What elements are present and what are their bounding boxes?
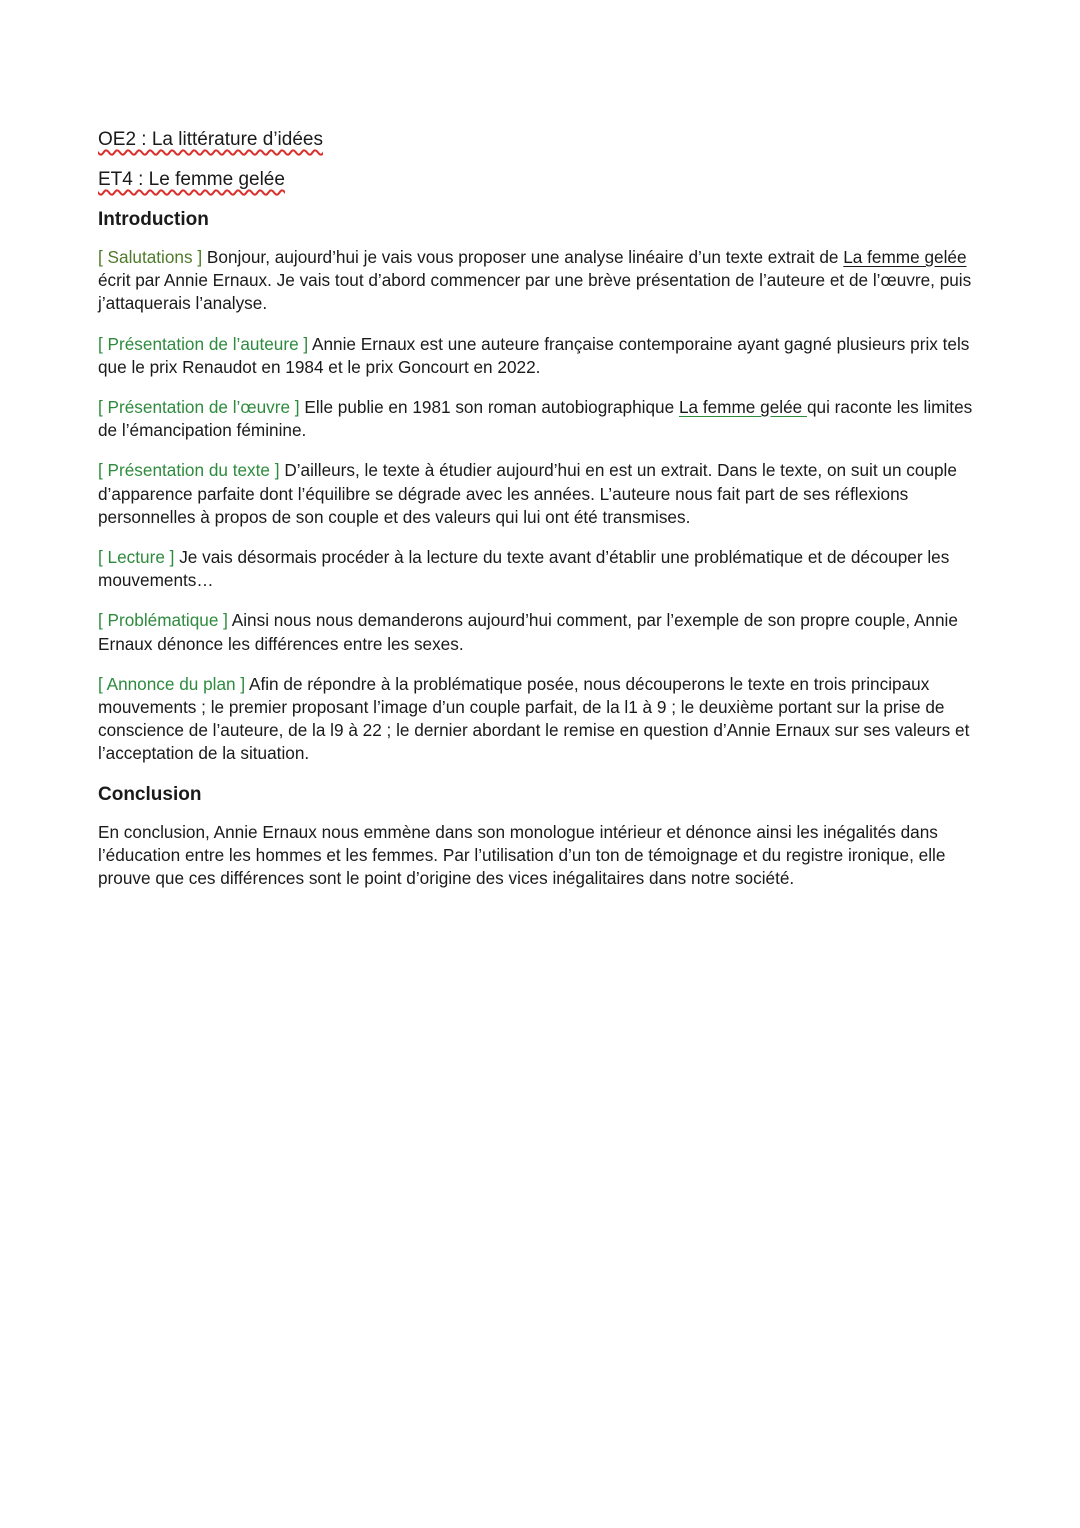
tag-salutations: [ Salutations ] <box>98 247 203 267</box>
etude-heading: ET4 : Le femme gelée <box>98 169 285 190</box>
paragraph-presentation-texte: [ Présentation du texte ] D’ailleurs, le texte à étudier aujourd’hui en est un extrait. Dans le texte, on suit un couple d’apparence parfaite dont l’équilibre se dégrade avec les années. L’auteure nous fait part de ses réflexions personnelles à propos de son couple et des valeurs qui lui ont été transmises. <box>98 460 957 527</box>
tag-presentation-auteure: [ Présentation de l’auteure ] <box>98 333 309 354</box>
paragraph-presentation-oeuvre: [ Présentation de l’œuvre ] Elle publie en 1981 son roman autobiographique La femme gelée qui raconte les limites de l’émancipation féminine. <box>98 397 973 441</box>
tag-problematique: [ Problématique ] <box>98 610 228 631</box>
paragraph-annonce-plan: [ Annonce du plan ] Afin de répondre à la problématique posée, nous découperons le texte en trois principaux mouvements ; le premier proposant l’image d’un couple parfait, de la l1 à 9 ; le deuxième portant sur la prise de conscience de l’auteure, de la l9 à 22 ; le dernier abordant le remise en question d’Annie Ernaux sur ses valeurs et l’acceptation de la situation. <box>98 673 970 764</box>
book-title: La femme gelée <box>843 247 967 267</box>
objet-etude-heading: OE2 : La littérature d’idées <box>98 129 323 150</box>
introduction-title: Introduction <box>98 209 209 230</box>
paragraph-lecture: [ Lecture ] Je vais désormais procéder à la lecture du texte avant d’établir une problématique et de découper les mouvements… <box>98 547 950 591</box>
paragraph-problematique: [ Problématique ] Ainsi nous nous demanderons aujourd’hui comment, par l’exemple de son propre couple, Annie Ernaux dénonce les différences entre les sexes. <box>98 610 958 654</box>
conclusion-title: Conclusion <box>98 783 202 805</box>
document-page <box>98 128 978 907</box>
paragraph-salutations: [ Salutations ] Bonjour, aujourd’hui je vais vous proposer une analyse linéaire d’un texte extrait de La femme gelée écrit par Annie Ernaux. Je vais tout d’abord commencer par une brève présentation de l’auteure et de l’œuvre, puis j’attaquerais l’analyse. <box>98 247 972 314</box>
book-title: La femme gelée <box>678 397 807 418</box>
tag-presentation-oeuvre: [ Présentation de l’œuvre ] <box>98 397 300 418</box>
tag-lecture: [ Lecture ] <box>98 547 175 568</box>
paragraph-presentation-auteure: [ Présentation de l’auteure ] Annie Ernaux est une auteure française contemporaine ayant gagné plusieurs prix tels que le prix Renaudot en 1984 et le prix Goncourt en 2022. <box>98 333 970 377</box>
tag-annonce-plan: [ Annonce du plan ] <box>98 673 246 694</box>
tag-presentation-texte: [ Présentation du texte ] <box>98 460 280 481</box>
paragraph-conclusion: En conclusion, Annie Ernaux nous emmène dans son monologue intérieur et dénonce ainsi les inégalités dans l’éducation entre les hommes et les femmes. Par l’utilisation d’un ton de témoignage et du registre ironique, elle prouve que ces différences sont le point d’origine des vices inégalitaires dans notre société. <box>98 821 946 889</box>
